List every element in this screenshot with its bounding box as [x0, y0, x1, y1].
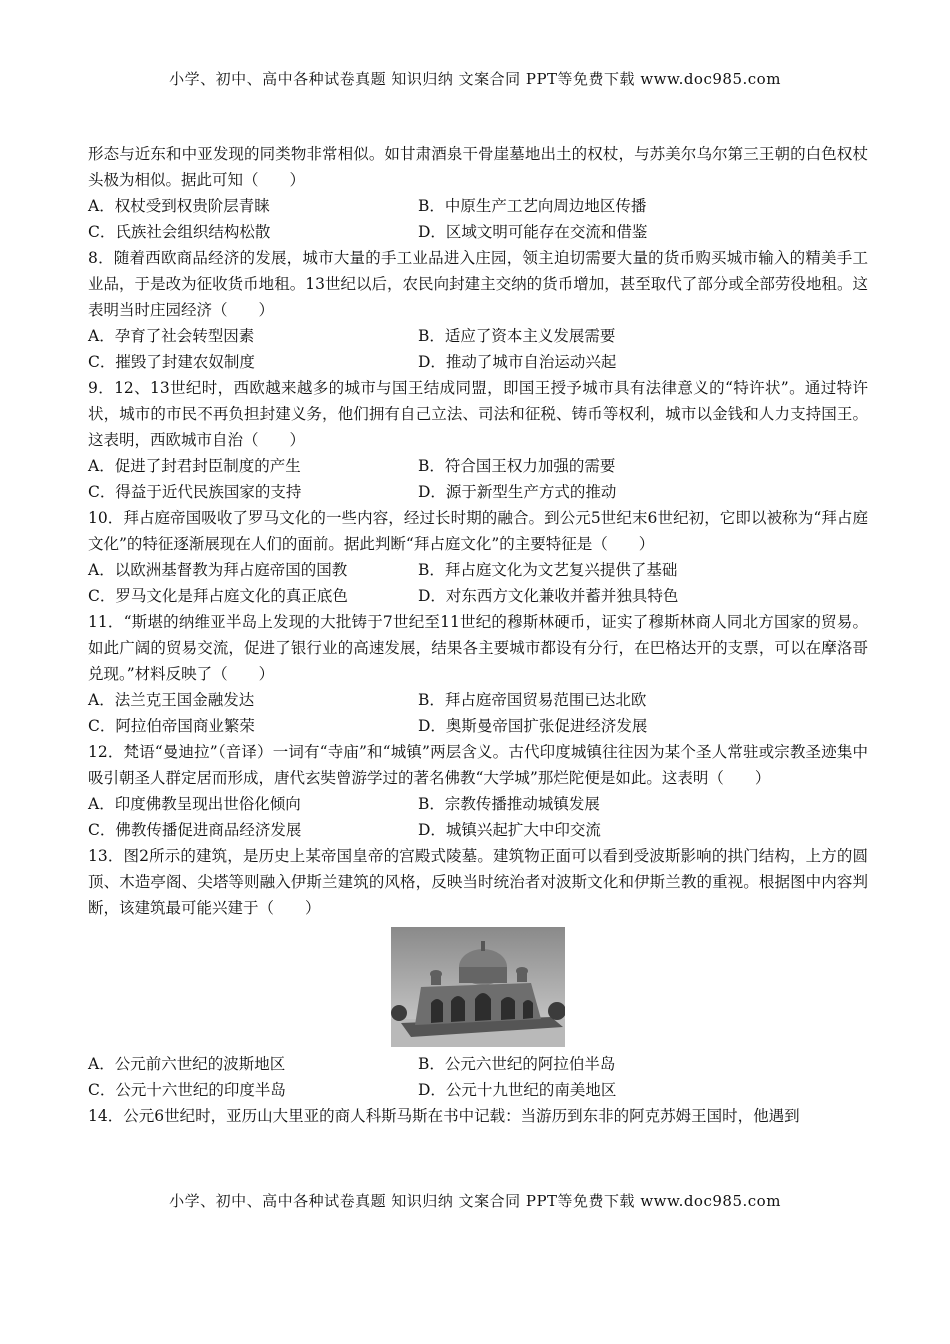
q12-option-a: A．印度佛教呈现出世俗化倾向	[88, 795, 301, 813]
q10-option-d: D．对东西方文化兼收并蓄并独具特色	[418, 587, 679, 605]
q13-option-b: B．公元六世纪的阿拉伯半岛	[418, 1055, 616, 1073]
q13-option-a: A．公元前六世纪的波斯地区	[88, 1055, 286, 1073]
q8-option-c: C．摧毁了封建农奴制度	[88, 353, 255, 371]
q10-stem: 10．拜占庭帝国吸收了罗马文化的一些内容，经过长时期的融合。到公元5世纪末6世纪初，它即以被称为“拜占庭文化”的特征逐渐展现在人们的面前。据此判断“拜占庭文化”的主要特征是（ ）	[88, 509, 868, 553]
q9-option-c: C．得益于近代民族国家的支持	[88, 483, 302, 501]
q13-stem: 13．图2所示的建筑，是历史上某帝国皇帝的宫殿式陵墓。建筑物正面可以看到受波斯影响的拱门结构，上方的圆顶、木造亭阁、尖塔等则融入伊斯兰建筑的风格，反映当时统治者对波斯文化和伊斯兰教的重视。根据图中内容判断，该建筑最可能兴建于（ ）	[88, 847, 868, 917]
mausoleum-photo	[391, 927, 565, 1047]
q8-stem: 8．随着西欧商品经济的发展，城市大量的手工业品进入庄园，领主迫切需要大量的货币购买城市输入的精美手工业品，于是改为征收货币地租。13世纪以后，农民向封建主交纳的货币增加，甚至取代了部分或全部劳役地租。这表明当时庄园经济（ ）	[88, 249, 868, 319]
q11-option-c: C．阿拉伯帝国商业繁荣	[88, 717, 255, 735]
q10-option-b: B．拜占庭文化为文艺复兴提供了基础	[418, 561, 678, 579]
q7-stem: 形态与近东和中亚发现的同类物非常相似。如甘肃酒泉干骨崖墓地出土的权杖，与苏美尔乌尔第三王朝的白色权杖头极为相似。据此可知（ ）	[88, 145, 868, 189]
q8-option-d: D．推动了城市自治运动兴起	[418, 353, 617, 371]
q9-stem: 9．12、13世纪时，西欧越来越多的城市与国王结成同盟，即国王授予城市具有法律意义的“特许状”。通过特许状，城市的市民不再负担封建义务，他们拥有自己立法、司法和征税、铸币等权利，城市以金钱和人力支持国王。这表明，西欧城市自治（ ）	[88, 379, 868, 449]
q11-option-d: D．奥斯曼帝国扩张促进经济发展	[418, 717, 648, 735]
question-content	[88, 141, 868, 1129]
q10-option-c: C．罗马文化是拜占庭文化的真正底色	[88, 587, 348, 605]
q8-option-b: B．适应了资本主义发展需要	[418, 327, 616, 345]
q7-option-d: D．区域文明可能存在交流和借鉴	[418, 223, 648, 241]
q12-option-c: C．佛教传播促进商品经济发展	[88, 821, 302, 839]
q8-option-a: A．孕育了社会转型因素	[88, 327, 255, 345]
q9-option-d: D．源于新型生产方式的推动	[418, 483, 617, 501]
q11-stem: 11．“斯堪的纳维亚半岛上发现的大批铸于7世纪至11世纪的穆斯林硬币，证实了穆斯林商人同北方国家的贸易。如此广阔的贸易交流，促进了银行业的高速发展，结果各主要城市都设有分行，在巴格达开的支票，可以在摩洛哥兑现。”材料反映了（ ）	[88, 613, 868, 683]
q7-option-b: B．中原生产工艺向周边地区传播	[418, 197, 647, 215]
q13-option-d: D．公元十九世纪的南美地区	[418, 1081, 617, 1099]
page-header: 小学、初中、高中各种试卷真题 知识归纳 文案合同 PPT等免费下载 www.doc985.com	[169, 70, 781, 88]
q12-options	[88, 791, 868, 843]
page-footer: 小学、初中、高中各种试卷真题 知识归纳 文案合同 PPT等免费下载 www.doc985.com	[169, 1192, 781, 1210]
q12-option-d: D．城镇兴起扩大中印交流	[418, 821, 601, 839]
q14-stem: 14．公元6世纪时，亚历山大里亚的商人科斯马斯在书中记载：当游历到东非的阿克苏姆王国时，他遇到	[88, 1107, 800, 1125]
mausoleum-illustration	[391, 927, 565, 1047]
q8-options	[88, 323, 868, 375]
q11-option-a: A．法兰克王国金融发达	[88, 691, 255, 709]
q12-stem: 12．梵语“曼迪拉”（音译）一词有“寺庙”和“城镇”两层含义。古代印度城镇往往因为某个圣人常驻或宗教圣迹集中吸引朝圣人群定居而形成，唐代玄奘曾游学过的著名佛教“大学城”那烂陀便是如此。这表明（ ）	[88, 743, 868, 787]
q10-option-a: A．以欧洲基督教为拜占庭帝国的国教	[88, 561, 348, 579]
q7-option-a: A．权杖受到权贵阶层青睐	[88, 197, 270, 215]
q7-option-c: C．氏族社会组织结构松散	[88, 223, 271, 241]
q12-option-b: B．宗教传播推动城镇发展	[418, 795, 600, 813]
q9-options	[88, 453, 868, 505]
q9-option-a: A．促进了封君封臣制度的产生	[88, 457, 301, 475]
q11-options	[88, 687, 868, 739]
q13-option-c: C．公元十六世纪的印度半岛	[88, 1081, 286, 1099]
q11-option-b: B．拜占庭帝国贸易范围已达北欧	[418, 691, 647, 709]
q10-options	[88, 557, 868, 609]
q7-options	[88, 193, 868, 245]
q13-options	[88, 1051, 868, 1103]
q9-option-b: B．符合国王权力加强的需要	[418, 457, 616, 475]
